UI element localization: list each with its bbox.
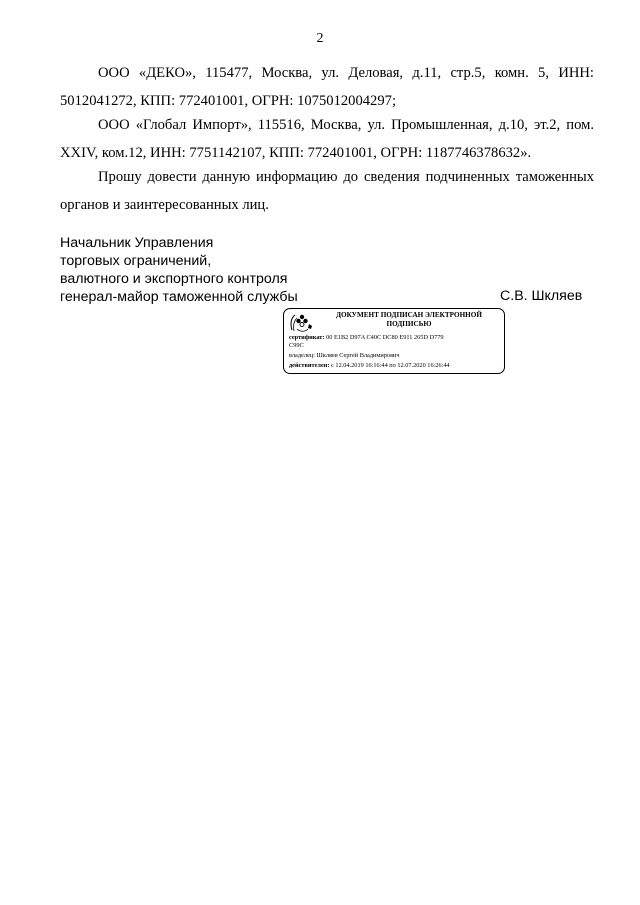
company-entry-global-import: ООО «Глобал Импорт», 115516, Москва, ул. Промышленная, д.10, эт.2, пом. XXIV, ком.12, ИНН: 7751142107, КПП: 772401001, ОГРН: 1187746378632». xyxy=(60,117,594,161)
customs-emblem-icon xyxy=(289,312,315,334)
signatory-position-line: торговых ограничений, xyxy=(60,253,212,269)
stamp-certificate-value: 00 E1B2 D97A C40C DC80 E911 265D D779 xyxy=(326,334,444,341)
request-paragraph: Прошу довести данную информацию до сведения подчиненных таможенных органов и заинтересованных лиц. xyxy=(60,169,594,213)
signatory-position-line: валютного и экспортного контроля xyxy=(60,271,288,287)
stamp-owner-label: владелец: xyxy=(289,352,315,359)
stamp-owner-value: Шкляев Сергей Владимирович xyxy=(316,352,400,359)
page-number: 2 xyxy=(316,31,324,46)
electronic-signature-stamp xyxy=(283,308,505,374)
stamp-validity xyxy=(289,362,450,370)
stamp-validity-value: с 12.04.2019 16:16:44 по 12.07.2020 16:26:44 xyxy=(331,362,450,369)
signatory-position-line: Начальник Управления xyxy=(60,235,214,251)
signatory-position-line: генерал-майор таможенной службы xyxy=(60,289,298,305)
stamp-certificate xyxy=(289,334,444,342)
signatory-name: С.В. Шкляев xyxy=(500,288,583,304)
stamp-validity-label: действителен: xyxy=(289,362,330,369)
stamp-title: ДОКУМЕНТ ПОДПИСАН ЭЛЕКТРОННОЙ ПОДПИСЬЮ xyxy=(336,311,482,328)
stamp-certificate-label: сертификат: xyxy=(289,334,325,341)
stamp-owner xyxy=(289,352,400,360)
stamp-certificate-continuation: C99C xyxy=(289,342,304,349)
company-entry-deko: ООО «ДЕКО», 115477, Москва, ул. Деловая, д.11, стр.5, комн. 5, ИНН: 5012041272, КПП: 772401001, ОГРН: 1075012004297; xyxy=(60,65,594,109)
signatory-position xyxy=(60,234,298,306)
